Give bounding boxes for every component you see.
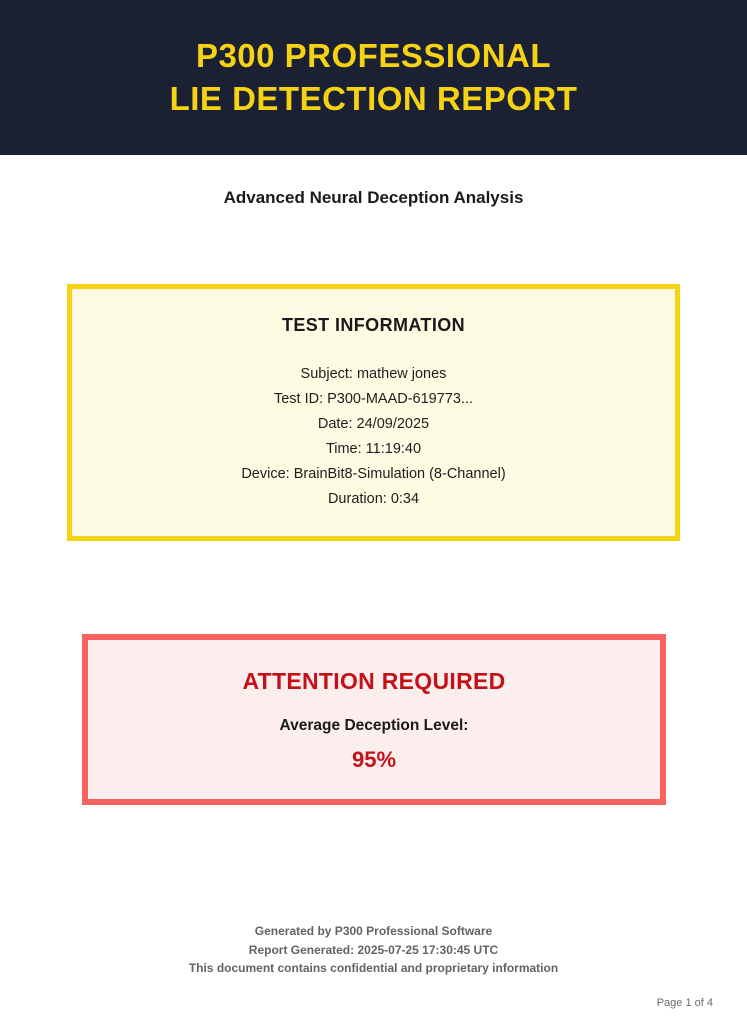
alert-title: ATTENTION REQUIRED — [242, 668, 506, 694]
report-title-line-2: LIE DETECTION REPORT — [169, 79, 578, 117]
test-info-device: Device: BrainBit8-Simulation (8-Channel) — [241, 466, 506, 482]
average-deception-level-value: 95% — [351, 747, 397, 772]
report-title-line-1: P300 PROFESSIONAL — [195, 37, 552, 75]
footer-confidentiality-notice: This document contains confidential and proprietary information — [188, 961, 559, 975]
test-information-title: TEST INFORMATION — [281, 315, 466, 335]
footer-generated-at: Report Generated: 2025-07-25 17:30:45 UTC — [248, 942, 499, 957]
test-info-subject: Subject: mathew jones — [300, 366, 447, 382]
attention-required-panel — [82, 634, 666, 805]
report-footer — [0, 922, 747, 978]
page-number: Page 1 of 4 — [656, 997, 713, 1009]
report-subtitle: Advanced Neural Deception Analysis — [223, 188, 524, 207]
report-header-banner — [0, 0, 747, 155]
test-info-time: Time: 11:19:40 — [325, 441, 422, 457]
test-info-test-id: Test ID: P300-MAAD-619773... — [273, 391, 474, 407]
test-info-date: Date: 24/09/2025 — [317, 416, 430, 432]
test-info-duration: Duration: 0:34 — [327, 491, 420, 507]
test-information-panel — [67, 284, 680, 541]
average-deception-level-label: Average Deception Level: — [279, 717, 469, 734]
footer-generated-by: Generated by P300 Professional Software — [254, 924, 493, 938]
